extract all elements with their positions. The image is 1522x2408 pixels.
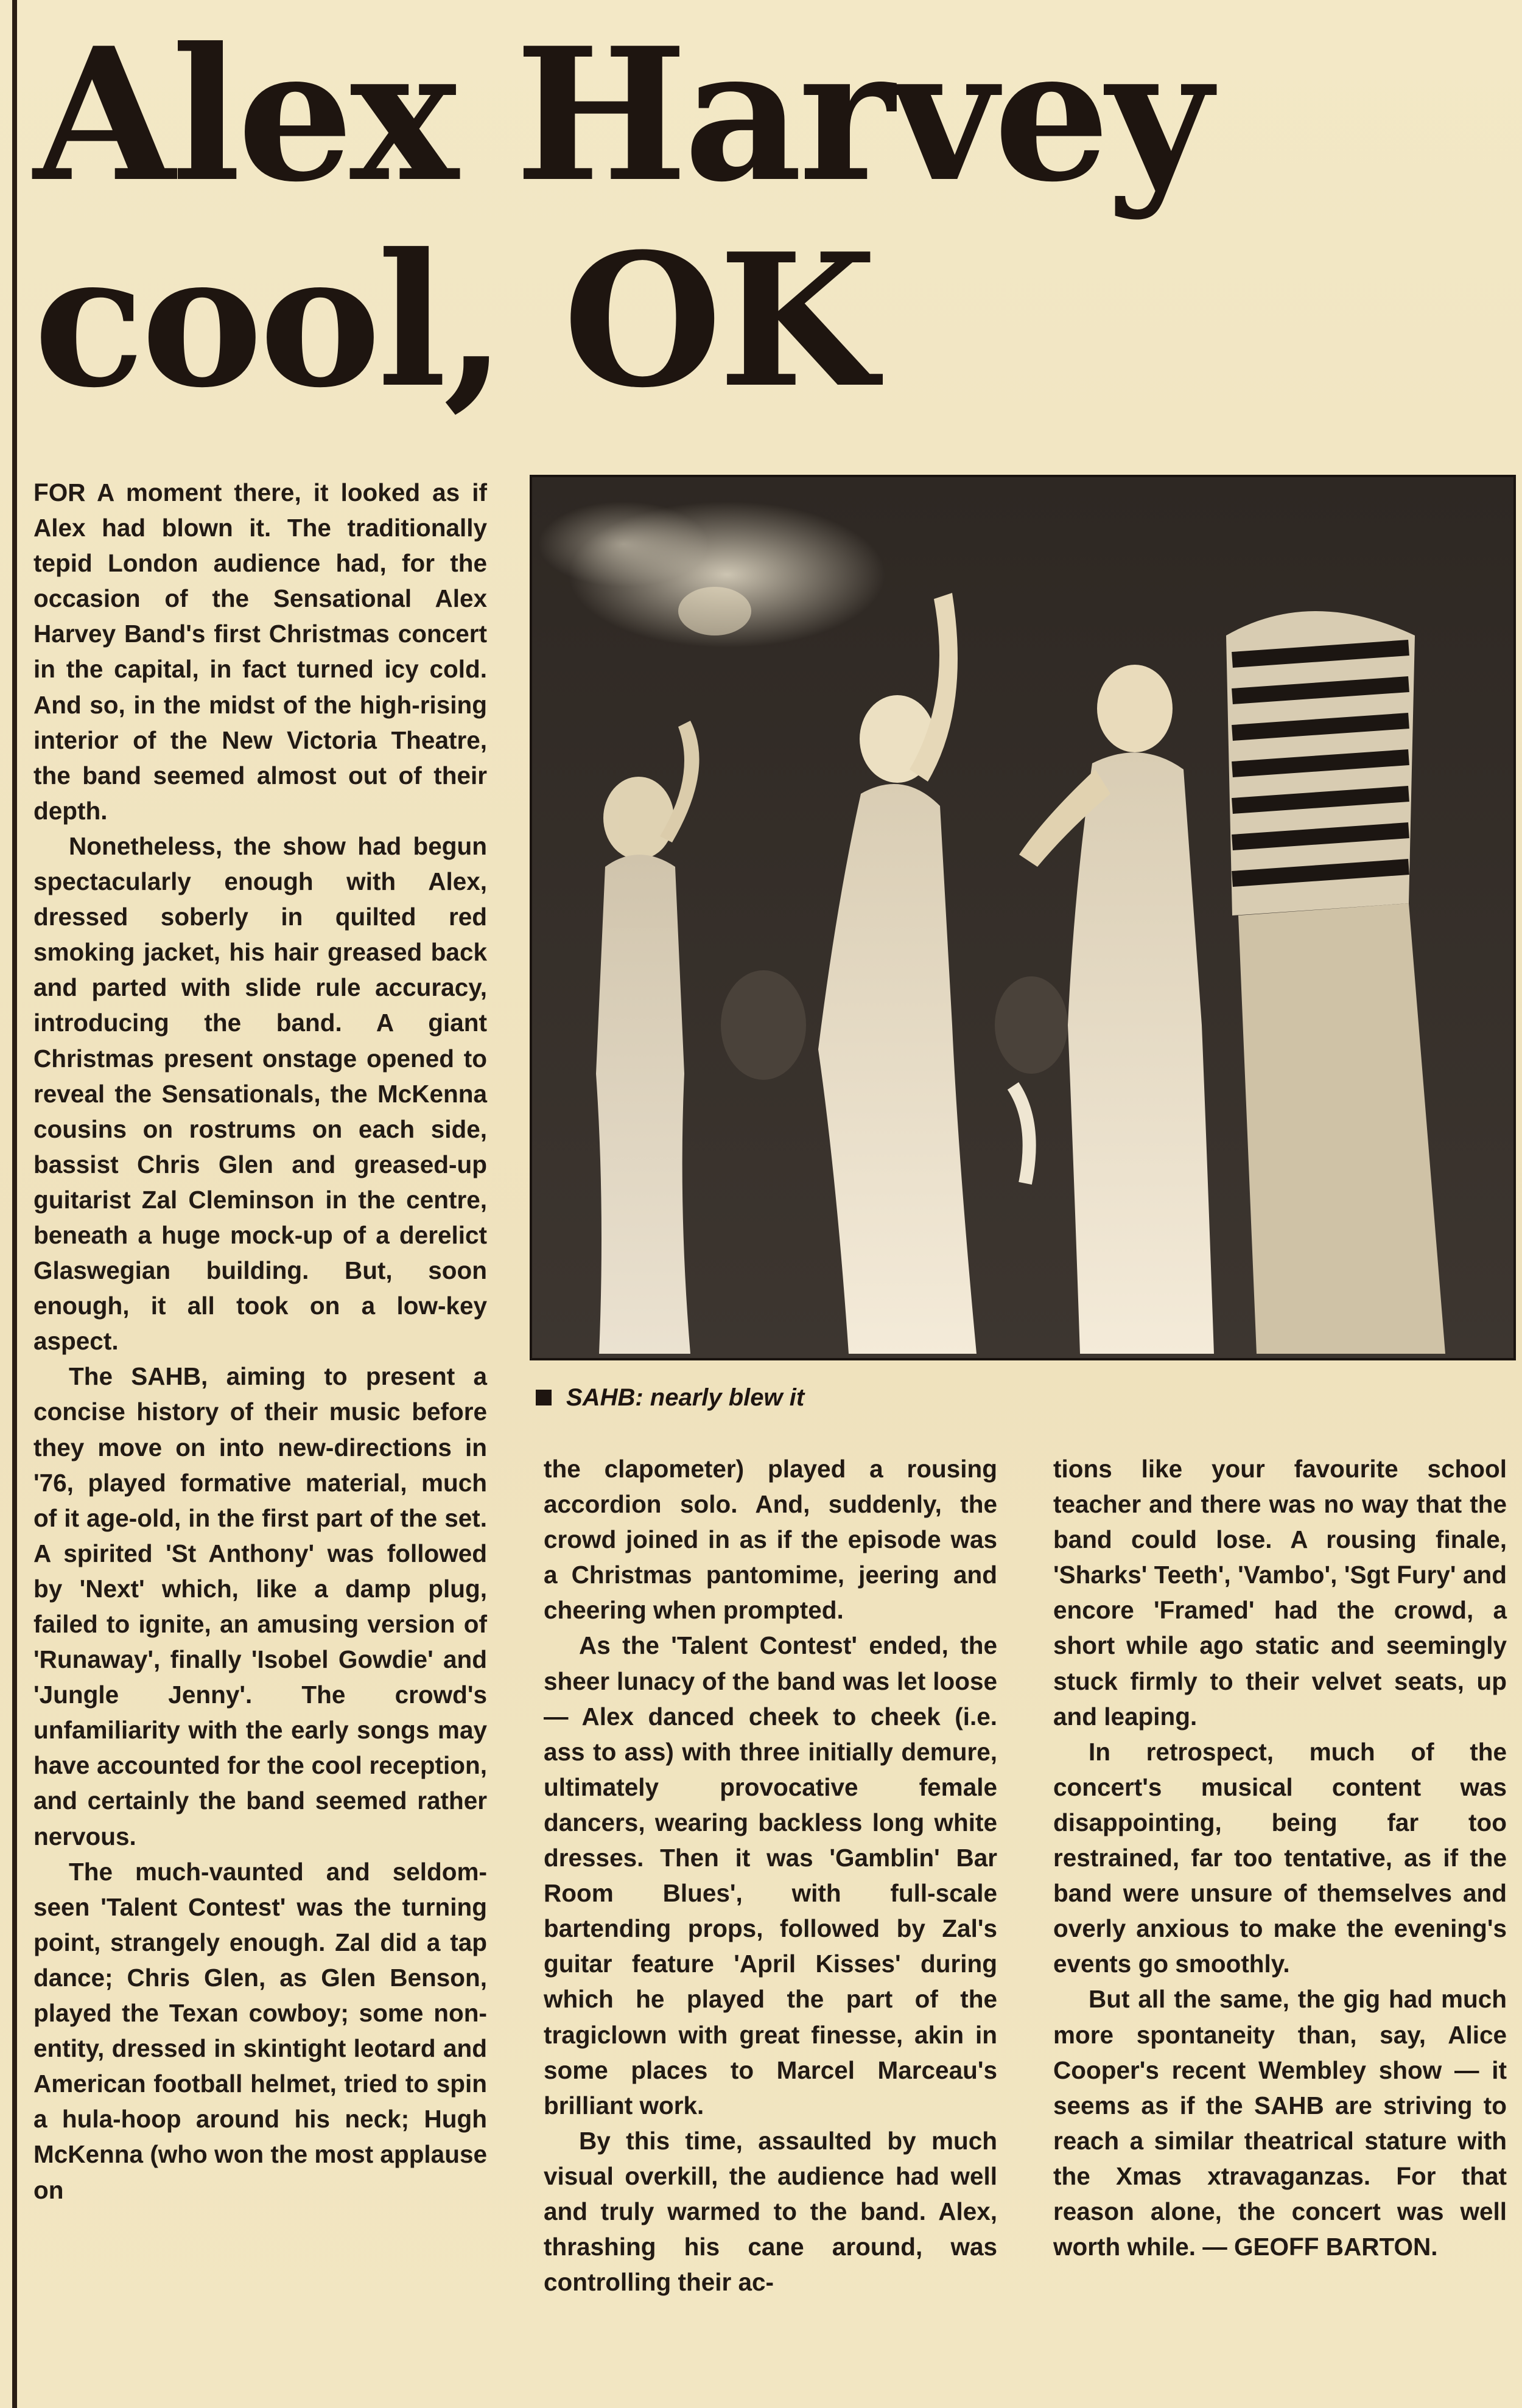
caption-bullet-icon — [536, 1390, 552, 1405]
concert-photo-illustration — [532, 477, 1513, 1358]
article-column-3 — [1053, 1451, 1507, 2264]
article-paragraph: the clapometer) played a rousing accordion solo. And, suddenly, the crowd joined in as if the episode was a Christmas pantomime, jeering and cheering when prompted. — [544, 1455, 997, 1625]
headline-line-1: Alex Harvey — [33, 7, 1209, 222]
article-paragraph: FOR A moment there, it looked as if Alex had blown it. The traditionally tepid London audience had, for the occasion of the Sensational Alex Harvey Band's first Christmas concert in the capital, in fact turned icy cold. And so, in the midst of the high-rising interior of the New Victoria Theatre, the band seemed almost out of their depth. — [33, 478, 487, 825]
article-paragraph: But all the same, the gig had much more spontaneity than, say, Alice Cooper's recent Wembley show — it seems as if the SAHB are striving to reach a similar theatrical stature with the Xmas xtravaganzas. For that reason alone, the concert was well worth while. — GEOFF BARTON. — [1053, 1985, 1507, 2261]
article-column-2 — [544, 1451, 997, 2300]
caption-text: SAHB: nearly blew it — [566, 1384, 805, 1411]
article-paragraph: The much-vaunted and seldom-seen 'Talent Contest' was the turning point, strangely enough. Zal did a tap dance; Chris Glen, as Glen Benson, played the Texan cowboy; some non-entity, dressed in skintight leotard and American football helmet, tried to spin a hula-hoop around his neck; Hugh McKenna (who won the most applause on — [33, 1857, 487, 2204]
article-paragraph: Nonetheless, the show had begun spectacularly enough with Alex, dressed soberly in quilted red smoking jacket, his hair greased back and parted with slide rule accuracy, introducing the band. A giant Christmas present onstage opened to reveal the Sensationals, the McKenna cousins on rostrums on each side, bassist Chris Glen and greased-up guitarist Zal Cleminson in the centre, beneath a huge mock-up of a derelict Glaswegian building. But, soon enough, it all took on a low-key aspect. — [33, 831, 487, 1356]
article-paragraph: tions like your favourite school teacher and there was no way that the band could lose. A rousing finale, 'Sharks' Teeth', 'Vambo', 'Sgt Fury' and encore 'Framed' had the crowd, a short while ago static and seemingly stuck firmly to their velvet seats, up and leaping. — [1053, 1455, 1507, 1731]
article-paragraph: As the 'Talent Contest' ended, the sheer lunacy of the band was let loose — Alex danced cheek to cheek (i.e. ass to ass) with three initially demure, ultimately provocative female dancers, wearing backless long white dresses. Then it was 'Gamblin' Bar Room Blues', with full-scale bartending props, followed by Zal's guitar feature 'April Kisses' during which he played the part of the tragiclown with great finesse, akin in some places to Marcel Marceau's brilliant work. — [544, 1631, 997, 2119]
article-paragraph: By this time, assaulted by much visual overkill, the audience had well and truly warmed to the band. Alex, thrashing his cane around, was controlling their ac- — [544, 2126, 997, 2297]
photo-caption — [536, 1381, 1084, 1415]
headline — [33, 7, 1495, 428]
headline-line-2: cool, OK — [33, 213, 874, 428]
page-edge-rule — [12, 0, 17, 2408]
concert-photo — [530, 475, 1516, 1360]
article-paragraph: The SAHB, aiming to present a concise history of their music before they move on into new-directions in '76, played formative material, much of it age-old, in the first part of the set. A spirited 'St Anthony' was followed by 'Next' which, like a damp plug, failed to ignite, an amusing version of 'Runaway', finally 'Isobel Gowdie' and 'Jungle Jenny'. The crowd's unfamiliarity with the early songs may have accounted for the cool reception, and certainly the band seemed rather nervous. — [33, 1362, 487, 1850]
article-paragraph: In retrospect, much of the concert's musical content was disappointing, being far too restrained, far too tentative, as if the band were unsure of themselves and overly anxious to make the evening's events go smoothly. — [1053, 1737, 1507, 1978]
article-column-1 — [33, 475, 487, 2208]
